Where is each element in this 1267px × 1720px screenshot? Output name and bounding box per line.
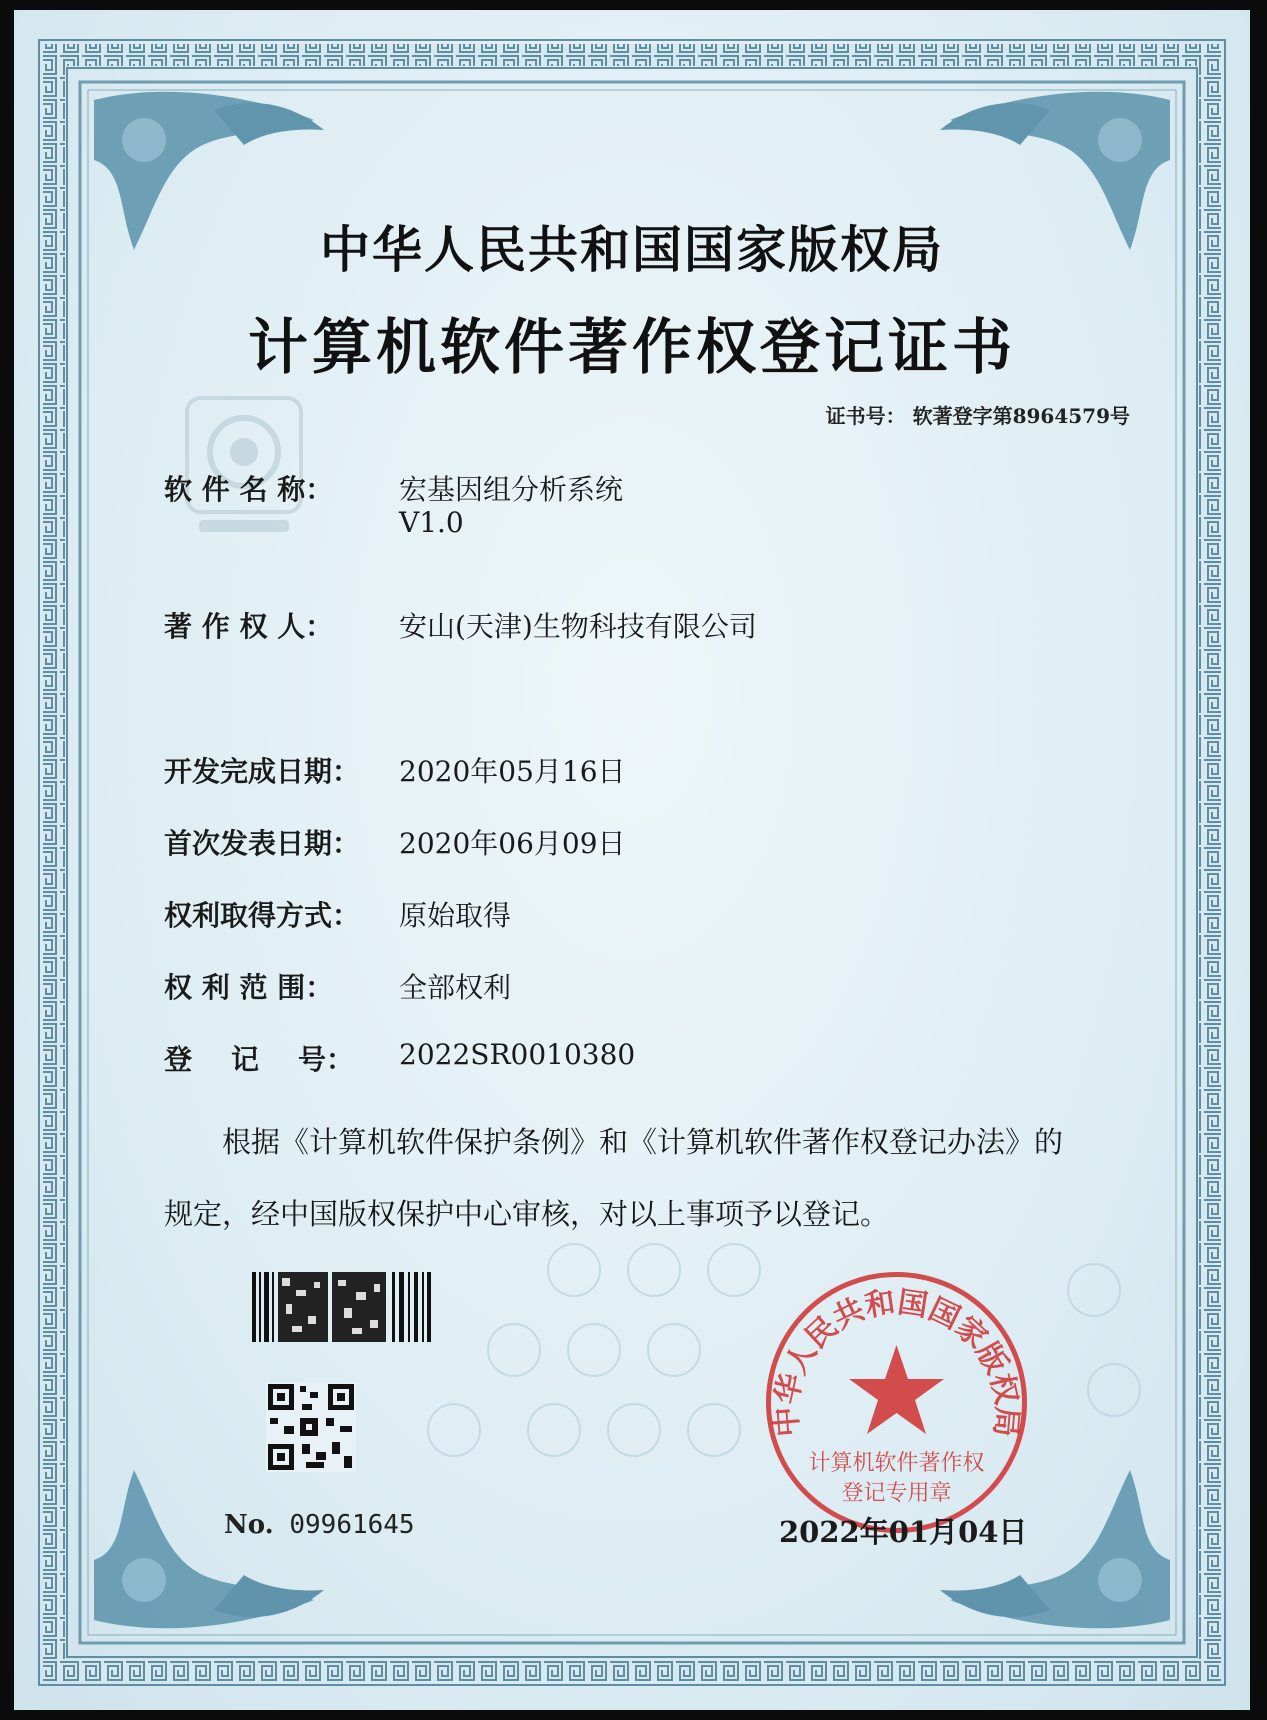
software-version-value: V1.0 [399,506,464,539]
software-name-label: 软 件 名 称： [164,473,334,506]
certificate-title: 计算机软件著作权登记证书 [248,313,1016,383]
scope-value: 全部权利 [399,971,512,1004]
serial-number [224,1510,415,1540]
certificate-number-value: 软著登字第8964579号 [912,404,1130,428]
dev-date-label: 开发完成日期： [164,755,361,788]
pub-date-value: 2020年06月09日 [399,827,626,860]
certificate-sheet [14,10,1250,1710]
seal-inner-line-1: 计算机软件著作权 [808,1451,985,1476]
star-icon [849,1345,944,1434]
emboss-mark [179,390,309,540]
serial-value: 09961645 [289,1510,415,1540]
statement-line-1: 根据《计算机软件保护条例》和《计算机软件著作权登记办法》的 [222,1125,1064,1159]
registration-number-label: 登 记 号： [164,1043,354,1076]
serial-prefix: No. [224,1510,274,1540]
software-name-value: 宏基因组分析系统 [399,473,624,506]
acquisition-value: 原始取得 [399,899,512,932]
scope-label: 权 利 范 围： [164,971,334,1004]
acquisition-label: 权利取得方式： [164,899,361,932]
certificate-number-label: 证书号： [825,404,906,428]
owner-label: 著 作 权 人： [164,610,334,643]
seal-inner-line-2: 登记专用章 [841,1481,952,1506]
statement-line-2: 规定，经中国版权保护中心审核，对以上事项予以登记。 [164,1197,890,1231]
official-seal [759,1265,1034,1540]
issuing-authority: 中华人民共和国国家版权局 [320,220,944,279]
issue-date: 2022年01月04日 [779,1515,1028,1549]
certificate-number [826,400,1130,429]
pub-date-label: 首次发表日期： [164,827,361,860]
dev-date-value: 2020年05月16日 [399,755,626,788]
qr-code-icon [266,1382,356,1472]
registration-number-value: 2022SR0010380 [399,1038,636,1071]
corner-ornament-bottom-left [94,1470,324,1628]
barcode-icon [252,1272,432,1342]
seal-outer-text: 中华人民共和国国家版权局 [768,1284,1025,1439]
owner-value: 安山(天津)生物科技有限公司 [399,610,757,643]
